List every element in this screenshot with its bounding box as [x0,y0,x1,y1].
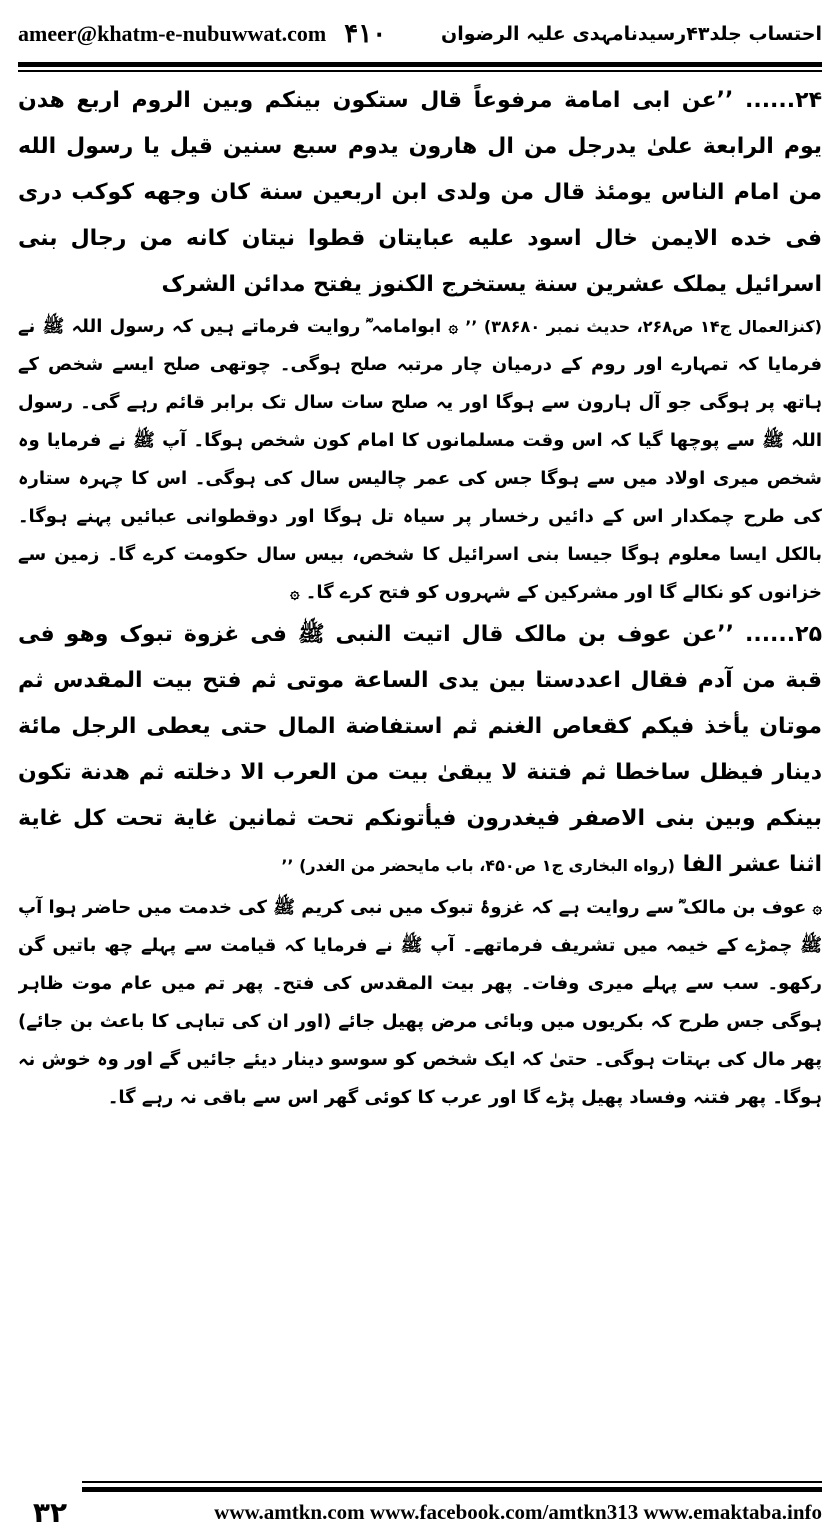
hadith-24-reference: (کنزالعمال ج۱۴ ص۲۶۸، حدیث نمبر ۳۸۶۸۰) ’’ [465,317,822,336]
page-body [18,78,822,1472]
hadith-25-urdu-text: عوف بن مالک ؓ سے روایت ہے کہ غزوۂ تبوک میں نبی کریم ﷺ کی خدمت میں حاضر ہوا آپ ﷺ چمڑے کے خیمہ میں تشریف فرماتھے۔ آپ ﷺ نے فرمایا کہ قیامت سے پہلے چھ باتیں گن رکھو۔ سب سے پہلے میری وفات۔ پھر بیت المقدس کی فتح۔ پھر تم میں عام موت ظاہر ہوگی جس طرح کہ بکریوں میں وبائی مرض پھیل جائے (اور ان کی تباہی کا باعث بن جائے) پھر مال کی بہتات ہوگی۔ حتیٰ کہ ایک شخص کو سوسو دینار دیئے جائیں گے اور وہ خوش نہ ہوگا۔ پھر فتنہ وفساد پھیل پڑے گا اور عرب کا کوئی گھر اس سے باقی نہ رہے گا۔ [18,897,822,1108]
hadith-25-reference: (رواه البخاری ج۱ ص۴۵۰، باب مایحضر من الغدر) ’’ [281,856,675,875]
hadith-24-urdu-text: ابوامامہ ؓ روایت فرماتے ہیں کہ رسول اللہ ﷺ نے فرمایا کہ تمہارے اور روم کے درمیان چار مرتبہ صلح ہوگی۔ چوتھی صلح ایسے شخص کے ہاتھ پر ہوگی جو آل ہارون سے ہوگا اور یہ صلح سات سال تک برابر قائم رہے گی۔ رسول اللہ ﷺ سے پوچھا گیا کہ اس وقت مسلمانوں کا امام کون شخص ہوگا۔ آپ ﷺ نے فرمایا وہ شخص میری اولاد میں سے ہوگا جس کی عمر چالیس سال کی ہوگی۔ اس کا چہرہ ستارہ کی طرح چمکدار اس کے دائیں رخسار پر سیاہ تل ہوگا اور دوقطوانی عبائیں پہنے ہوگا۔ بالکل ایسا معلوم ہوگا جیسا بنی اسرائیل کا شخص، بیس سال حکومت کرے گا۔ زمین سے خزانوں کو نکالے گا اور مشرکین کے شہروں کو فتح کرے گا۔ [18,316,822,603]
hadith-24-arabic [18,78,822,308]
flower-ornament-icon: ۞ [290,583,300,602]
flower-ornament-icon: ۞ [812,898,822,917]
hadith-24-translation [18,308,822,612]
hadith-25-arabic [18,612,822,889]
header-rule-thin [18,70,822,72]
header-page-number: ۴۱۰ [344,19,387,49]
footer-website-links[interactable]: www.amtkn.com www.facebook.com/amtkn313 www.emaktaba.info [82,1487,822,1532]
flower-ornament-icon: ۞ [448,317,458,336]
header-rule-thick [18,62,822,67]
header-book-title: احتساب جلد۴۳رسیدنامہدی علیہ الرضوان [441,23,822,45]
header-email[interactable]: ameer@khatm-e-nubuwwat.com [18,21,327,46]
hadith-24-arabic-text: ’’عن ابی امامة مرفوعاً قال ستکون بینکم وبین الروم اربع هدن یوم الرابعة علیٰ یدرجل من ال هارون یدوم سبع سنین قیل یا رسول الله من امام الناس یومئذ قال من ولدی ابن اربعین سنة کان وجهه کوکب دری فی خده الایمن خال اسود علیه عبایتان قطوا نیتان کانه من رجال بنی اسرائیل یملک عشرین سنة یستخرج الکنوز یفتح مدائن الشرک [18,88,822,297]
footer-page-number: ۳۲ [32,1495,68,1529]
page-footer [18,1480,822,1532]
hadith-25-arabic-text: ’’عن عوف بن مالک قال اتیت النبی ﷺ فی غزوة تبوک وهو فی قبة من آدم فقال اعددستا بین یدی الساعة موتی ثم فتح بیت المقدس ثم موتان یأخذ فیکم کقعاص الغنم ثم استفاضة المال حتی یعطی الرجل مائة دینار فیظل ساخطا ثم فتنة لا یبقیٰ بیت من العرب الا دخلته ثم هدنة تکون بینکم وبین بنی الاصفر فیغدرون فیأتونکم تحت ثمانین غایة تحت کل غایة اثنا عشر الفا [18,622,822,877]
header-left [18,19,386,49]
hadith-24-number: ۲۴...... [744,88,822,113]
hadith-25-translation [18,889,822,1117]
page-header [18,10,822,58]
hadith-25-number: ۲۵...... [744,622,822,647]
